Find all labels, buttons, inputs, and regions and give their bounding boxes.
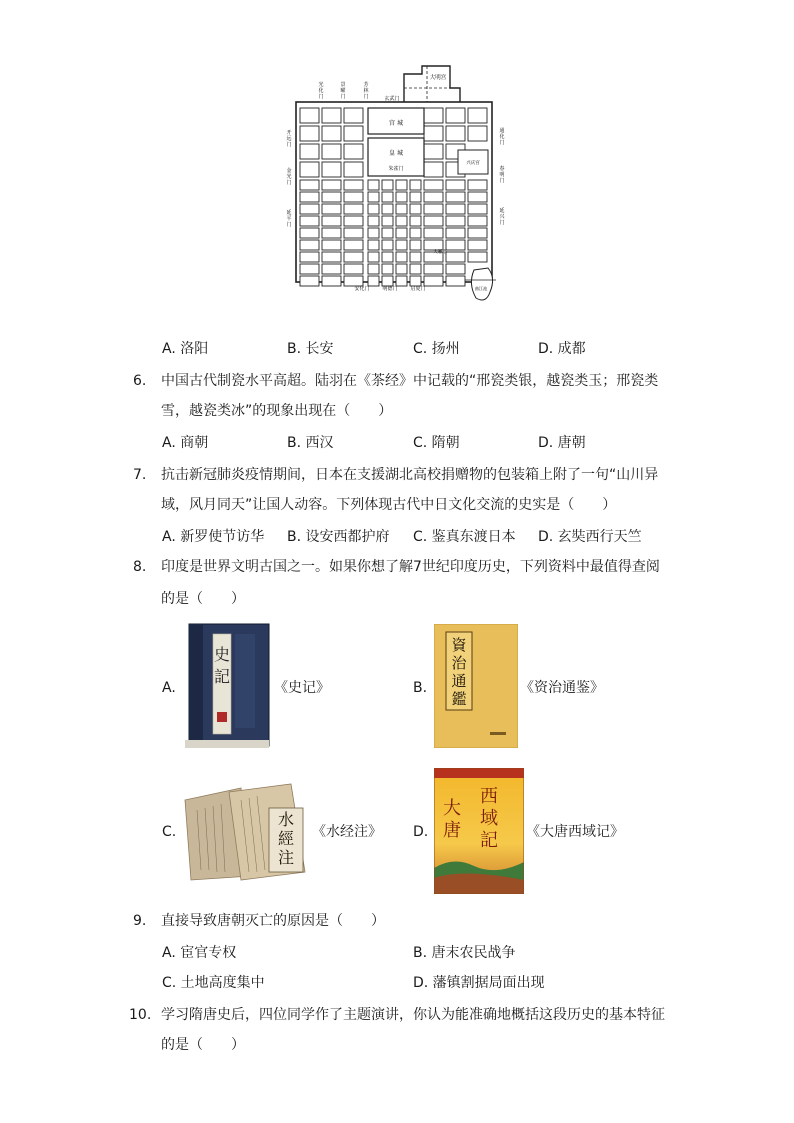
map-ward-block <box>300 252 319 262</box>
map-gate-jinguang: 金光门 <box>286 168 292 186</box>
map-gate-kaiyuan: 开远门 <box>286 130 292 148</box>
q6-stem-line2: 雪，越瓷类冰”的现象出现在（ ） <box>161 403 393 419</box>
map-ward-block <box>300 204 319 214</box>
q7-option-b[interactable]: B. 设安西都护府 <box>287 529 390 545</box>
map-gate-fanglin: 芳林门 <box>363 82 369 100</box>
q8-stem-line1: 印度是世界文明古国之一。如果你想了解7世纪印度历史，下列资料中最值得查阅 <box>161 559 660 575</box>
q10-number: 10. <box>129 1007 152 1023</box>
map-gate-tonghua: 通化门 <box>499 128 505 146</box>
map-ward-block <box>468 192 487 202</box>
q8-option-d-label[interactable]: 《大唐西域记》 <box>526 824 624 840</box>
map-ward-block <box>424 228 443 238</box>
map-ward-block <box>468 180 487 190</box>
map-ward-block <box>300 276 319 286</box>
map-label-imperial-city: 皇 城 <box>389 150 403 157</box>
map-ward-block <box>344 252 363 262</box>
zizhi-tongjian-book-image[interactable] <box>434 624 518 748</box>
map-ward-block <box>446 180 465 190</box>
map-ward-block <box>396 240 407 250</box>
map-ward-block <box>424 192 443 202</box>
map-ward-block <box>468 240 487 250</box>
map-label-daming-palace: 大明宫 <box>429 75 447 81</box>
map-ward-block <box>410 216 421 226</box>
map-ward-block <box>424 216 443 226</box>
map-ward-block <box>424 162 443 177</box>
map-ward-block <box>446 126 465 141</box>
map-ward-block <box>322 126 341 141</box>
map-ward-block <box>368 192 379 202</box>
map-ward-block <box>410 240 421 250</box>
map-ward-block <box>300 180 319 190</box>
map-ward-block <box>410 204 421 214</box>
map-ward-block <box>344 126 363 141</box>
map-ward-block <box>424 144 443 159</box>
map-ward-block <box>300 108 319 123</box>
map-ward-block <box>382 276 393 286</box>
q9-option-d[interactable]: D. 藩镇割据局面出现 <box>413 975 545 991</box>
map-ward-block <box>344 108 363 123</box>
map-ward-block <box>468 108 487 123</box>
map-ward-block <box>446 276 465 286</box>
shiji-cover-text: 史記 <box>213 645 230 686</box>
map-ward-block <box>396 216 407 226</box>
map-ward-block <box>368 216 379 226</box>
q9-number: 9. <box>133 913 147 929</box>
datang-cover-text-side: 西域記 <box>480 786 498 851</box>
q8-option-b-label[interactable]: 《资治通鉴》 <box>520 680 604 696</box>
q6-number: 6. <box>133 373 147 389</box>
map-ward-block <box>446 204 465 214</box>
q7-option-c[interactable]: C. 鉴真东渡日本 <box>413 529 516 545</box>
map-ward-block <box>322 252 341 262</box>
map-ward-block <box>382 216 393 226</box>
map-label-xingqing: 兴庆宫 <box>466 161 480 166</box>
q5-option-c[interactable]: C. 扬州 <box>413 341 460 357</box>
map-ward-block <box>300 126 319 141</box>
q8-option-c-label[interactable]: 《水经注》 <box>312 824 382 840</box>
datang-xiyuji-book-image[interactable] <box>434 768 524 894</box>
map-ward-block <box>424 204 443 214</box>
q8-option-a-label[interactable]: 《史记》 <box>274 680 330 696</box>
map-ward-block <box>344 144 363 159</box>
map-ward-block <box>382 264 393 274</box>
map-ward-block <box>322 144 341 159</box>
map-label-qujiang: 曲江池 <box>474 286 488 291</box>
map-ward-block <box>300 192 319 202</box>
q8-option-a-letter[interactable]: A. <box>162 680 176 696</box>
q8-option-d-letter[interactable]: D. <box>413 824 429 840</box>
map-ward-block <box>382 180 393 190</box>
map-ward-block <box>344 240 363 250</box>
map-ward-block <box>396 228 407 238</box>
map-ward-block <box>344 276 363 286</box>
q10-stem-line2: 的是（ ） <box>161 1037 245 1053</box>
map-ward-block <box>410 276 421 286</box>
q10-stem-line1: 学习隋唐史后，四位同学作了主题演讲，你认为能准确地概括这段历史的基本特征 <box>161 1007 665 1023</box>
map-ward-block <box>344 162 363 177</box>
q9-option-a[interactable]: A. 宦官专权 <box>162 945 237 961</box>
changan-city-map <box>282 52 514 330</box>
map-ward-block <box>424 108 443 123</box>
map-ward-block <box>344 264 363 274</box>
map-ward-block <box>344 180 363 190</box>
map-ward-block <box>382 192 393 202</box>
map-ward-block <box>468 126 487 141</box>
q8-option-c-letter[interactable]: C. <box>162 824 177 840</box>
map-ward-block <box>300 264 319 274</box>
map-gate-anhua: 安化门 <box>354 286 370 292</box>
map-ward-block <box>322 276 341 286</box>
map-ward-block <box>368 228 379 238</box>
map-gate-jingyao: 景曜门 <box>340 82 346 100</box>
q9-option-c[interactable]: C. 土地高度集中 <box>162 975 265 991</box>
map-ward-block <box>446 240 465 250</box>
map-ward-block <box>300 162 319 177</box>
map-ward-block <box>344 216 363 226</box>
q9-stem-line1: 直接导致唐朝灭亡的原因是（ ） <box>161 913 385 929</box>
map-gate-chunming: 春明门 <box>499 166 505 184</box>
map-ward-block <box>446 192 465 202</box>
map-ward-block <box>344 228 363 238</box>
q7-option-d[interactable]: D. 玄奘西行天竺 <box>538 529 642 545</box>
q5-option-b[interactable]: B. 长安 <box>287 341 334 357</box>
map-ward-block <box>446 216 465 226</box>
map-ward-block <box>382 228 393 238</box>
map-ward-block <box>322 204 341 214</box>
map-ward-block <box>344 204 363 214</box>
map-ward-block <box>322 228 341 238</box>
q6-option-c[interactable]: C. 隋朝 <box>413 435 460 451</box>
q7-option-a[interactable]: A. 新罗使节访华 <box>162 529 265 545</box>
map-ward-block <box>368 252 379 262</box>
shiji-book-image[interactable] <box>183 620 273 750</box>
map-ward-block <box>322 180 341 190</box>
q6-option-b[interactable]: B. 西汉 <box>287 435 334 451</box>
map-ward-block <box>368 276 379 286</box>
datang-cover-text-big: 大唐 <box>443 798 461 841</box>
map-ward-block <box>410 228 421 238</box>
map-ward-block <box>468 252 487 262</box>
map-ward-block <box>300 228 319 238</box>
map-ward-block <box>446 264 465 274</box>
map-ward-block <box>424 240 443 250</box>
map-ward-block <box>300 240 319 250</box>
map-ward-block <box>410 192 421 202</box>
q8-stem-line2: 的是（ ） <box>161 591 245 607</box>
q6-option-d[interactable]: D. 唐朝 <box>538 435 586 451</box>
map-ward-block <box>300 144 319 159</box>
map-ward-block <box>368 180 379 190</box>
map-ward-block <box>468 228 487 238</box>
map-label-xuanwu-gate: 玄武门 <box>384 96 400 102</box>
map-ward-block <box>382 240 393 250</box>
map-ward-block <box>424 264 443 274</box>
map-label-dayan: 大雁塔 <box>433 250 447 255</box>
map-ward-block <box>396 276 407 286</box>
map-ward-block <box>468 204 487 214</box>
shuijingzhu-book-image[interactable] <box>181 780 311 884</box>
map-ward-block <box>396 180 407 190</box>
map-ward-block <box>396 192 407 202</box>
map-ward-block <box>410 180 421 190</box>
map-ward-block <box>368 240 379 250</box>
map-ward-block <box>368 204 379 214</box>
map-label-zhuque-gate: 朱雀门 <box>388 166 404 172</box>
map-ward-block <box>424 276 443 286</box>
map-label-palace-city: 宫 城 <box>389 120 403 127</box>
map-ward-block <box>410 264 421 274</box>
map-ward-block <box>382 252 393 262</box>
map-ward-block <box>322 264 341 274</box>
q7-stem-line1: 抗击新冠肺炎疫情期间，日本在支援湖北高校捐赠物的包装箱上附了一句“山川异 <box>161 467 659 483</box>
q6-option-a[interactable]: A. 商朝 <box>162 435 209 451</box>
map-ward-block <box>468 216 487 226</box>
q5-option-a[interactable]: A. 洛阳 <box>162 341 209 357</box>
q8-option-b-letter[interactable]: B. <box>413 680 428 696</box>
map-ward-block <box>322 216 341 226</box>
map-gate-mingde: 明德门 <box>382 286 398 292</box>
map-gate-qixia: 启夏门 <box>410 286 426 292</box>
map-ward-block <box>322 192 341 202</box>
q7-number: 7. <box>133 467 147 483</box>
map-ward-block <box>300 216 319 226</box>
map-ward-block <box>368 264 379 274</box>
q7-stem-line2: 域，风月同天”让国人动容。下列体现古代中日文化交流的史实是（ ） <box>161 497 617 513</box>
map-ward-block <box>424 180 443 190</box>
q6-stem-line1: 中国古代制瓷水平高超。陆羽在《茶经》中记载的“邢瓷类银，越瓷类玉；邢瓷类 <box>161 373 659 389</box>
q8-number: 8. <box>133 559 147 575</box>
map-ward-block <box>446 108 465 123</box>
map-ward-block <box>396 264 407 274</box>
map-ward-block <box>410 252 421 262</box>
map-gate-yanping: 延平门 <box>286 210 292 228</box>
map-ward-block <box>446 228 465 238</box>
map-ward-block <box>322 162 341 177</box>
map-ward-block <box>344 192 363 202</box>
map-ward-block <box>424 126 443 141</box>
map-gate-guanghua: 光化门 <box>318 82 324 100</box>
shuijingzhu-cover-text: 水經注 <box>277 810 294 867</box>
map-ward-block <box>396 204 407 214</box>
map-ward-block <box>382 204 393 214</box>
q9-option-b[interactable]: B. 唐末农民战争 <box>413 945 516 961</box>
zizhi-cover-text: 資治通鑑 <box>451 636 467 708</box>
map-gate-yanxing: 延兴门 <box>499 208 505 226</box>
map-ward-block <box>446 252 465 262</box>
map-ward-block <box>396 252 407 262</box>
q5-option-d[interactable]: D. 成都 <box>538 341 586 357</box>
map-ward-block <box>322 108 341 123</box>
map-ward-block <box>322 240 341 250</box>
